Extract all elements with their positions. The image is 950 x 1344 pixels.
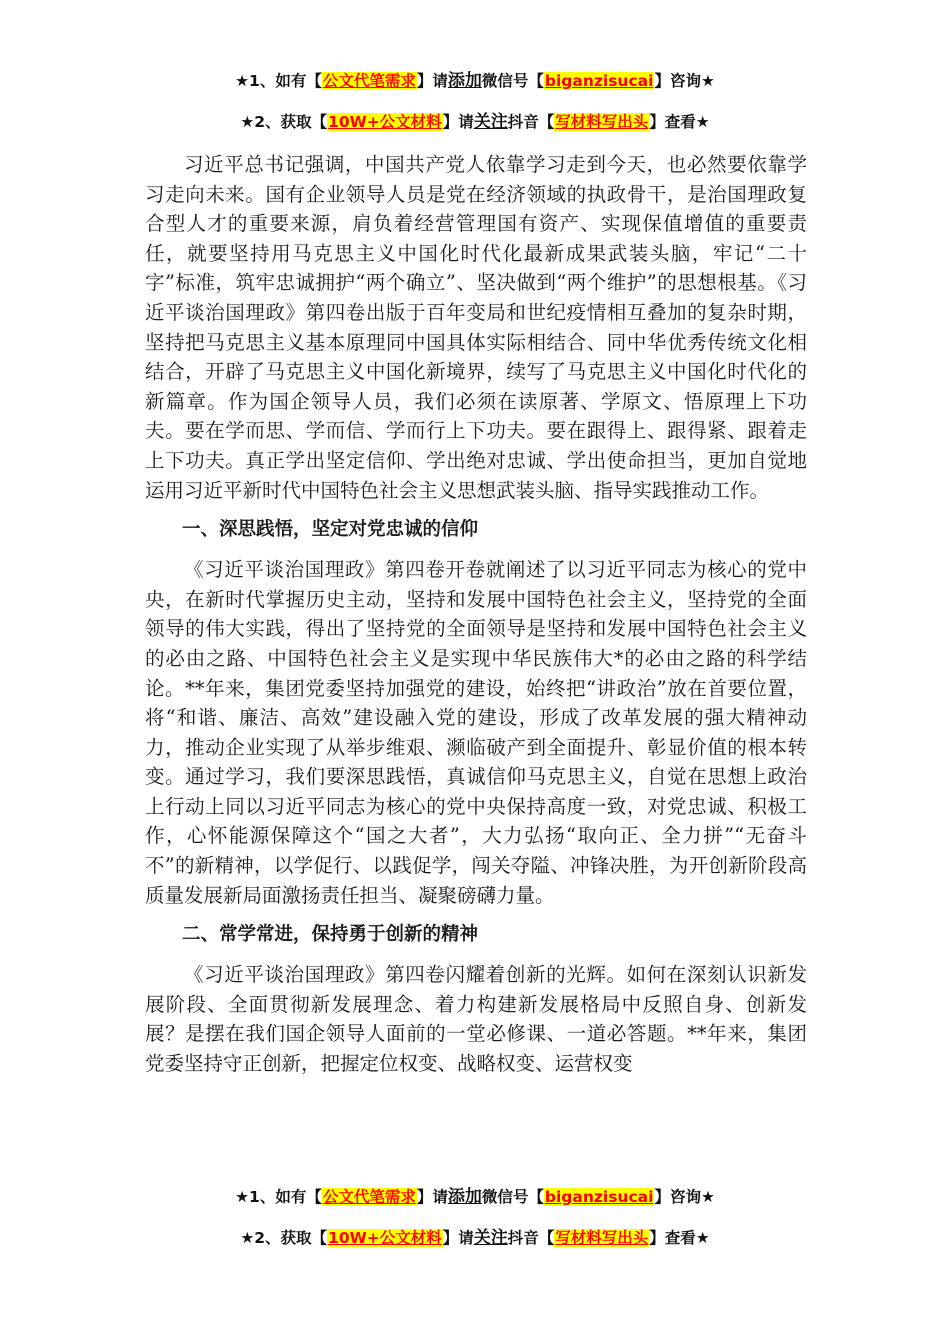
emphasis-follow: 关注 [473,1228,508,1248]
highlight-wechat-id: biganzisucai [544,1188,654,1206]
highlight-service: 公文代笔需求 [322,72,416,90]
highlight-douyin-account: 写材料写出头 [555,1229,649,1247]
highlight-wechat-id: biganzisucai [544,72,654,90]
page-bottom-margin [0,1150,950,1180]
section-paragraph-2: 《习近平谈治国理政》第四卷闪耀着创新的光辉。如何在深刻认识新发展阶段、全面贯彻新发展理念、着力构建新发展格局中反照自身、创新发展？是摆在我们国企领导人面前的一堂必修课、一道必答题。**年来，集团党委坚持守正创新，把握定位权变、战略权变、运营权变 [145,963,807,1076]
section-paragraph-1: 《习近平谈治国理政》第四卷开卷就阐述了以习近平同志为核心的党中央，在新时代掌握历史主动，坚持和发展中国特色社会主义，坚持党的全面领导的伟大实践，得出了坚持党的全面领导是坚持和发展中国特色社会主义的必由之路、中国特色社会主义是实现中华民族伟大*的必由之路的科学结论。**年来，集团党委坚持加强党的建设，始终把“讲政治”放在首要位置，将“和谐、廉洁、高效”建设融入党的建设，形成了改革发展的强大精神动力，推动企业实现了从举步维艰、濒临破产到全面提升、彰显价值的根本转变。通过学习，我们要深思践悟，真诚信仰马克思主义，自觉在思想上政治上行动上同以习近平同志为核心的党中央保持高度一致，对党忠诚、积极工作，心怀能源保障这个“国之大者”，大力弘扬“取向正、全力拼”“无奋斗不”的新精神，以学促行、以践促学，闯关夺隘、冲锋决胜，为开创新阶段高质量发展新局面激扬责任担当、凝聚磅礴力量。 [145,558,807,907]
intro-paragraph: 习近平总书记强调，中国共产党人依靠学习走到今天，也必然要依靠学习走向未来。国有企业领导人员是党在经济领域的执政骨干，是治国理政复合型人才的重要来源，肩负着经营管理国有资产、实现保值增值的重要责任，就要坚持用马克思主义中国化时代化最新成果武装头脑，牢记“二十字”标准，筑牢忠诚拥护“两个确立”、坚决做到“两个维护”的思想根基。《习近平谈治国理政》第四卷出版于百年变局和世纪疫情相互叠加的复杂时期，坚持把马克思主义基本原理同中国具体实际相结合、同中华优秀传统文化相结合，开辟了马克思主义中国化新境界，续写了马克思主义中国化时代化的新篇章。作为国企领导人员，我们必须在读原著、学原文、悟原理上下功夫。要在学而思、学而信、学而行上下功夫。要在跟得上、跟得紧、跟着走上下功夫。真正学出坚定信仰、学出绝对忠诚、学出使命担当，更加自觉地运用习近平新时代中国特色社会主义思想武装头脑、指导实践推动工作。 [145,153,807,502]
highlight-douyin-account: 写材料写出头 [555,113,649,131]
section-heading-2: 二、常学常进，保持勇于创新的精神 [182,924,479,946]
promo-banner-line-1-bottom: ★1、如有【公文代笔需求】请添加微信号【biganzisucai】咨询★ [235,1187,715,1207]
promo-banner-line-2-bottom: ★2、获取【10W+公文材料】请关注抖音【写材料写出头】查看★ [240,1228,710,1248]
promo-banner-line-2: ★2、获取【10W+公文材料】请关注抖音【写材料写出头】查看★ [240,112,710,132]
article-body [145,150,807,1079]
highlight-materials: 10W+公文材料 [328,1229,442,1247]
highlight-materials: 10W+公文材料 [328,113,442,131]
section-heading-1: 一、深思践悟，坚定对党忠诚的信仰 [182,519,479,541]
highlight-service: 公文代笔需求 [322,1188,416,1206]
emphasis-add: 添加 [447,71,482,91]
promo-banner-line-1: ★1、如有【公文代笔需求】请添加微信号【biganzisucai】咨询★ [235,71,715,91]
emphasis-follow: 关注 [473,112,508,132]
emphasis-add: 添加 [447,1187,482,1207]
